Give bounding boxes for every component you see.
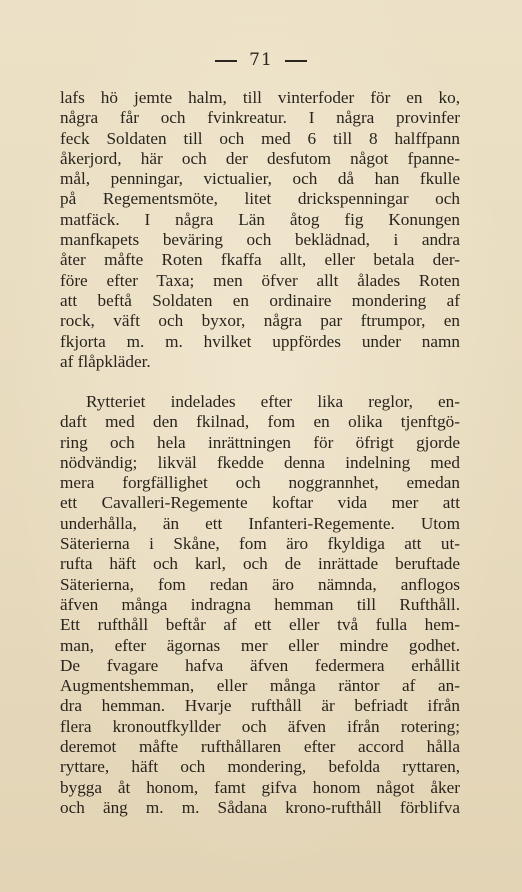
text-line: dra hemman. Hvarje rufthåll är befriadt ifrån bbox=[60, 696, 460, 716]
page-number bbox=[0, 50, 522, 70]
text-line: Ett rufthåll beftår af ett eller två fulla hem- bbox=[60, 615, 460, 635]
text-line: äfven många indragna hemman till Rufthåll. bbox=[60, 594, 460, 614]
text-line: manfkapets beväring och beklädnad, i andra bbox=[60, 230, 460, 250]
text-line: mål, penningar, victualier, och då han fkulle bbox=[60, 169, 460, 189]
text-line: rufta häft och karl, och de inrättade beruftade bbox=[60, 554, 460, 574]
text-line: före efter Taxa; men öfver allt ålades Roten bbox=[60, 270, 460, 290]
text-line: på Regementsmöte, litet drickspenningar och bbox=[60, 189, 460, 209]
text-line: åkerjord, här och der desfutom något fpanne- bbox=[60, 148, 460, 168]
text-line: Rytteriet indelades efter lika reglor, en- bbox=[86, 392, 460, 411]
text-line: deremot måfte rufthållaren efter accord hålla bbox=[60, 737, 460, 757]
text-line: några får och fvinkreatur. I några provinfer bbox=[60, 108, 460, 128]
text-line: lafs hö jemte halm, till vinterfoder för en ko, bbox=[60, 88, 460, 107]
text-line: af flåpkläder. bbox=[60, 351, 151, 371]
text-line: Augmentshemman, eller många räntor af an- bbox=[60, 676, 460, 696]
page-number-text: 71 bbox=[249, 50, 273, 70]
text-line: feck Soldaten till och med 6 till 8 halffpann bbox=[60, 128, 460, 148]
text-line: åter måfte Roten fkaffa allt, eller betala der- bbox=[60, 250, 460, 270]
text-line: bygga åt honom, famt gifva honom något åker bbox=[60, 777, 460, 797]
text-line: mera forgfällighet och noggrannhet, emedan bbox=[60, 473, 460, 493]
paragraph-1 bbox=[60, 88, 460, 372]
text-line: Säterierna i Skåne, fom äro fkyldiga att ut- bbox=[60, 534, 460, 554]
text-line: ryttare, häft och mondering, befolda ryttaren, bbox=[60, 757, 460, 777]
text-line: nödvändig; likväl fkedde denna indelning med bbox=[60, 452, 460, 472]
text-line: och äng m. m. Sådana krono-rufthåll förblifva bbox=[60, 797, 460, 817]
text-line: fkjorta m. m. hvilket uppfördes under namn bbox=[60, 331, 460, 351]
text-line: matfäck. I några Län åtog fig Konungen bbox=[60, 209, 460, 229]
page-number-dash-left bbox=[215, 60, 237, 62]
text-line: De fvagare hafva äfven federmera erhållit bbox=[60, 655, 460, 675]
text-line: ring och hela inrättningen för öfrigt gjorde bbox=[60, 432, 460, 452]
text-line: Säterierna, fom redan äro nämnda, anflogos bbox=[60, 574, 460, 594]
text-line: att beftå Soldaten en ordinaire mondering af bbox=[60, 290, 460, 310]
page-number-dash-right bbox=[285, 60, 307, 62]
text-line: man, efter ägornas mer eller mindre godhet. bbox=[60, 635, 460, 655]
text-line: rock, väft och byxor, några par ftrumpor, en bbox=[60, 311, 460, 331]
text-line: flera kronoutfkyllder och äfven ifrån rotering; bbox=[60, 716, 460, 736]
text-line: underhålla, än ett Infanteri-Regemente. Utom bbox=[60, 513, 460, 533]
text-line: ett Cavalleri-Regemente koftar vida mer att bbox=[60, 493, 460, 513]
paragraph-2 bbox=[60, 392, 460, 818]
text-line: daft med den fkilnad, fom en olika tjenftgö- bbox=[60, 412, 460, 432]
